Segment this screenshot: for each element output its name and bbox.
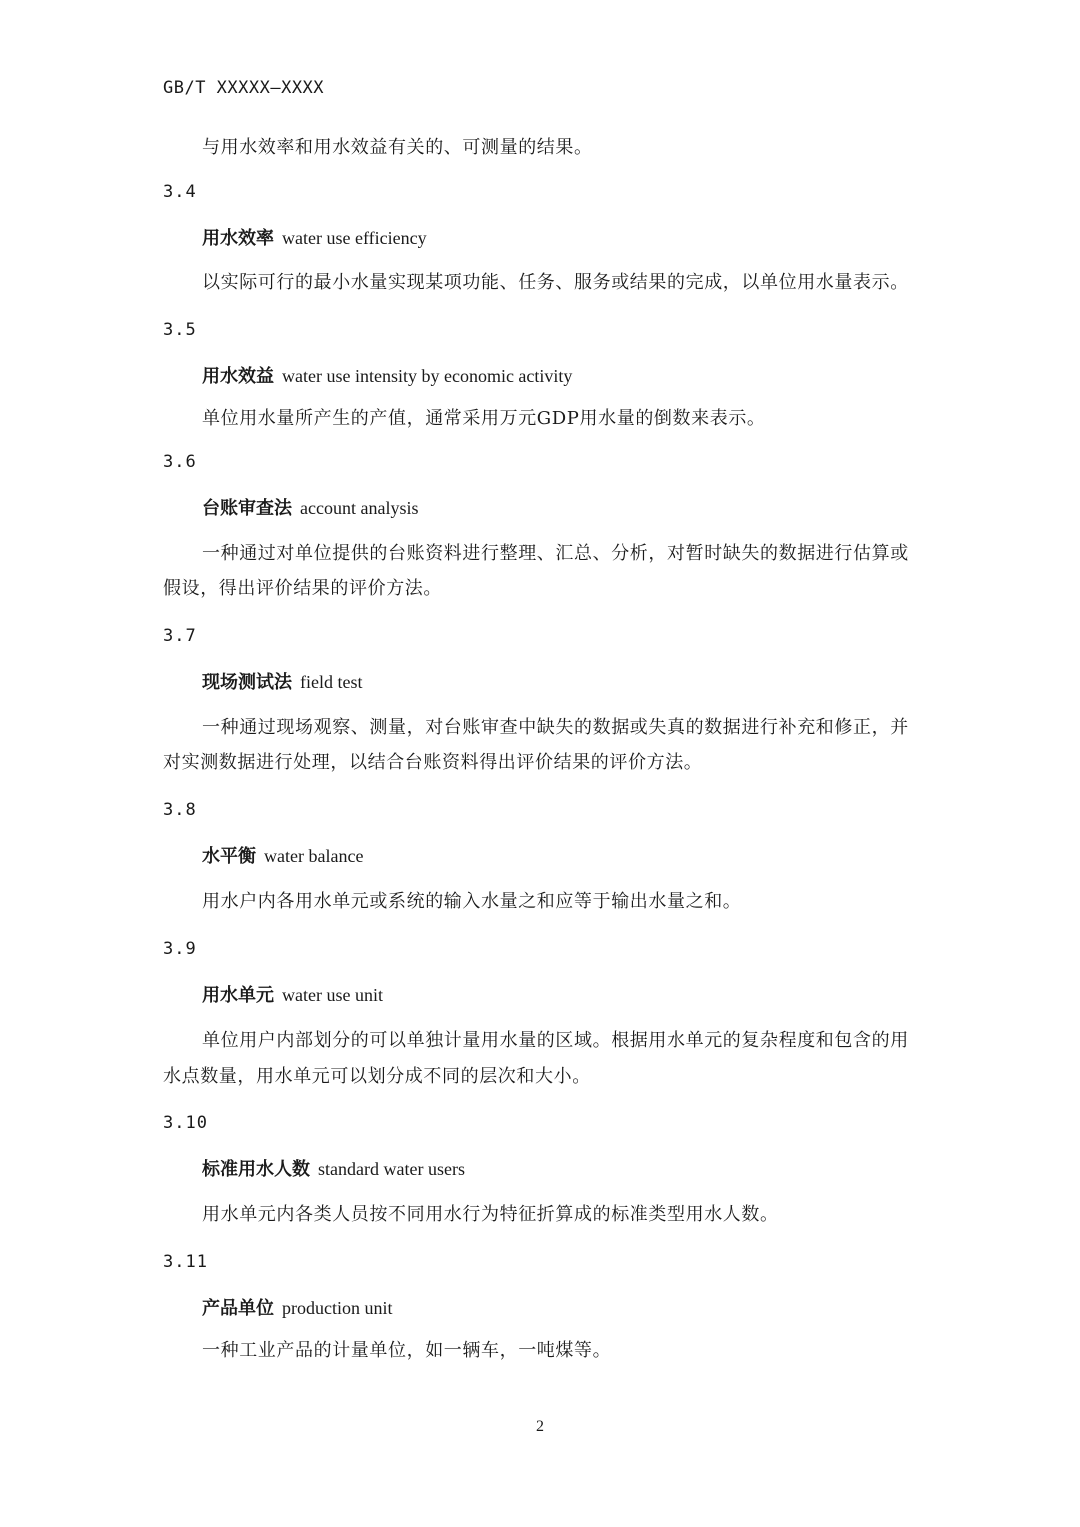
entry-definition: 单位用水量所产生的产值，通常采用万元GDP用水量的倒数来表示。 xyxy=(202,408,766,429)
document-code: GB/T XXXXX—XXXX xyxy=(163,78,325,98)
entry-number: 3.8 xyxy=(163,800,197,820)
term-en: water use efficiency xyxy=(282,228,427,248)
entry-definition: 以实际可行的最小水量实现某项功能、任务、服务或结果的完成，以单位用水量表示。 xyxy=(202,272,909,293)
term-zh: 用水效益 xyxy=(202,366,274,387)
entry-number: 3.9 xyxy=(163,939,197,959)
entry-definition-cont: 水点数量，用水单元可以划分成不同的层次和大小。 xyxy=(163,1066,591,1087)
term-zh: 水平衡 xyxy=(202,846,256,867)
intro-text: 与用水效率和用水效益有关的、可测量的结果。 xyxy=(202,137,593,158)
entry-term xyxy=(202,668,362,694)
entry-definition: 一种工业产品的计量单位，如一辆车，一吨煤等。 xyxy=(202,1340,612,1361)
term-zh: 现场测试法 xyxy=(202,672,292,693)
entry-definition: 一种通过现场观察、测量，对台账审查中缺失的数据或失真的数据进行补充和修正，并 xyxy=(202,717,909,738)
term-en: water balance xyxy=(264,846,364,866)
entry-term xyxy=(202,1155,465,1181)
entry-definition: 用水户内各用水单元或系统的输入水量之和应等于输出水量之和。 xyxy=(202,891,742,912)
entry-term xyxy=(202,224,427,250)
term-zh: 台账审查法 xyxy=(202,498,292,519)
entry-definition-cont: 假设，得出评价结果的评价方法。 xyxy=(163,578,442,599)
term-en: account analysis xyxy=(300,498,419,518)
entry-number: 3.11 xyxy=(163,1252,208,1272)
entry-definition: 单位用户内部划分的可以单独计量用水量的区域。根据用水单元的复杂程度和包含的用 xyxy=(202,1030,909,1051)
entry-number: 3.6 xyxy=(163,452,197,472)
term-zh: 用水单元 xyxy=(202,985,274,1006)
term-en: water use intensity by economic activity xyxy=(282,366,573,386)
entry-number: 3.4 xyxy=(163,182,197,202)
entry-number: 3.7 xyxy=(163,626,197,646)
term-en: standard water users xyxy=(318,1159,465,1179)
entry-definition-cont: 对实测数据进行处理，以结合台账资料得出评价结果的评价方法。 xyxy=(163,752,703,773)
term-zh: 标准用水人数 xyxy=(202,1159,310,1180)
entry-term xyxy=(202,362,572,388)
entry-term xyxy=(202,494,418,520)
entry-term xyxy=(202,1294,393,1320)
term-zh: 产品单位 xyxy=(202,1298,274,1319)
entry-definition: 一种通过对单位提供的台账资料进行整理、汇总、分析，对暂时缺失的数据进行估算或 xyxy=(202,543,909,564)
entry-term xyxy=(202,842,363,868)
page-number: 2 xyxy=(536,1418,544,1435)
term-en: production unit xyxy=(282,1298,393,1318)
term-en: water use unit xyxy=(282,985,383,1005)
term-en: field test xyxy=(300,672,363,692)
entry-term xyxy=(202,981,383,1007)
entry-number: 3.10 xyxy=(163,1113,208,1133)
term-zh: 用水效率 xyxy=(202,228,274,249)
entry-number: 3.5 xyxy=(163,320,197,340)
entry-definition: 用水单元内各类人员按不同用水行为特征折算成的标准类型用水人数。 xyxy=(202,1204,779,1225)
